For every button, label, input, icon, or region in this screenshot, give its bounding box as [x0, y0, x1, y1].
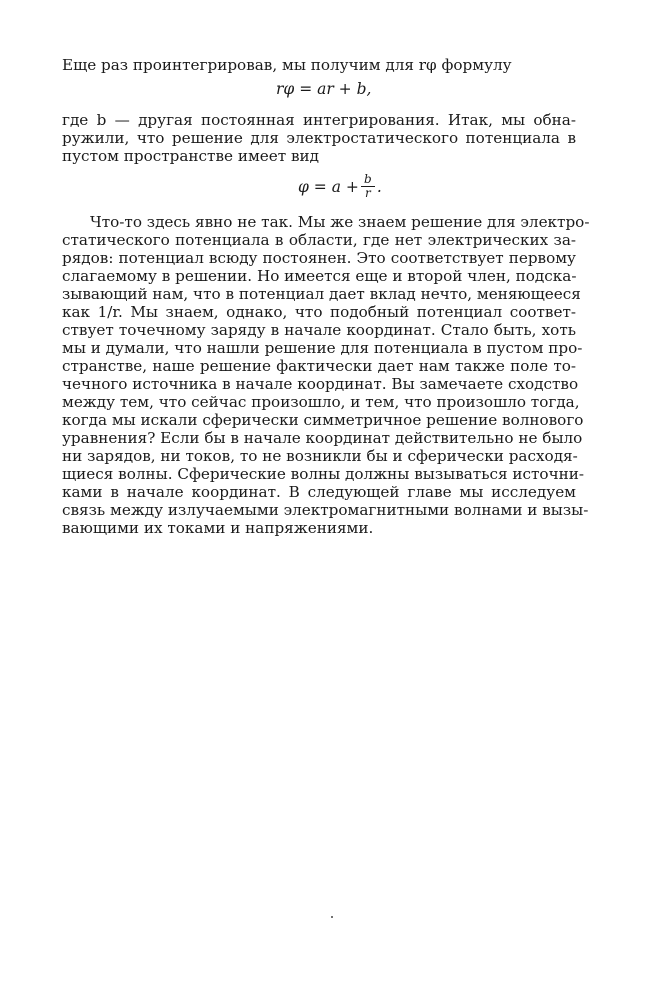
- paragraph-line: чечного источника в начале координат. Вы замечаете сходство: [62, 375, 579, 393]
- paragraph-line: ствует точечному заряду в начале координат. Стало быть, хоть: [62, 321, 576, 339]
- fraction-numerator: b: [364, 172, 372, 186]
- paragraph-line: странстве, наше решение фактически дает нам также поле то-: [62, 357, 576, 375]
- paragraph-line: Что-то здесь явно не так. Мы же знаем решение для электро-: [90, 213, 590, 231]
- paragraph-line: щиеся волны. Сферические волны должны вызываться источни-: [62, 465, 584, 483]
- paragraph-line: когда мы искали сферически симметричное решение волнового: [62, 411, 584, 429]
- fraction-b-over-r: [361, 173, 375, 200]
- paragraph-line: зывающий нам, что в потенциал дает вклад нечто, меняющееся: [62, 285, 581, 303]
- paragraph-line: слагаемому в решении. Но имеется еще и второй член, подска-: [62, 267, 577, 285]
- text-line: где b — другая постоянная интегрирования. Итак, мы обна-: [62, 111, 576, 129]
- paragraph-line: уравнения? Если бы в начале координат действительно не было: [62, 429, 583, 447]
- fraction-denominator: r: [364, 186, 371, 200]
- paragraph-line: ками в начале координат. В следующей главе мы исследуем: [62, 483, 576, 501]
- intro-line: Еще раз проинтегрировав, мы получим для rφ формулу: [62, 56, 512, 74]
- paragraph-line: мы и думали, что нашли решение для потенциала в пустом про-: [62, 339, 583, 357]
- paragraph-line: вающими их токами и напряжениями.: [62, 519, 374, 537]
- paragraph-line: связь между излучаемыми электромагнитными волнами и вызы-: [62, 501, 589, 519]
- paragraph-line: как 1/r. Мы знаем, однако, что подобный потенциал соответ-: [62, 303, 576, 321]
- text-line: ружили, что решение для электростатического потенциала в: [62, 129, 576, 147]
- print-speck: [331, 916, 333, 918]
- formula-phi-end: .: [376, 177, 382, 196]
- paragraph-line: рядов: потенциал всюду постоянен. Это соответствует первому: [62, 249, 576, 267]
- formula-r-phi: rφ = ar + b,: [276, 80, 372, 98]
- paragraph-line: статического потенциала в области, где нет электрических за-: [62, 231, 576, 249]
- formula-phi: [298, 173, 382, 200]
- text-line: пустом пространстве имеет вид: [62, 147, 319, 165]
- paragraph-line: ни зарядов, ни токов, то не возникли бы и сферически расходя-: [62, 447, 578, 465]
- formula-phi-left: φ = a +: [298, 177, 359, 196]
- paragraph-line: между тем, что сейчас произошло, и тем, что произошло тогда,: [62, 393, 580, 411]
